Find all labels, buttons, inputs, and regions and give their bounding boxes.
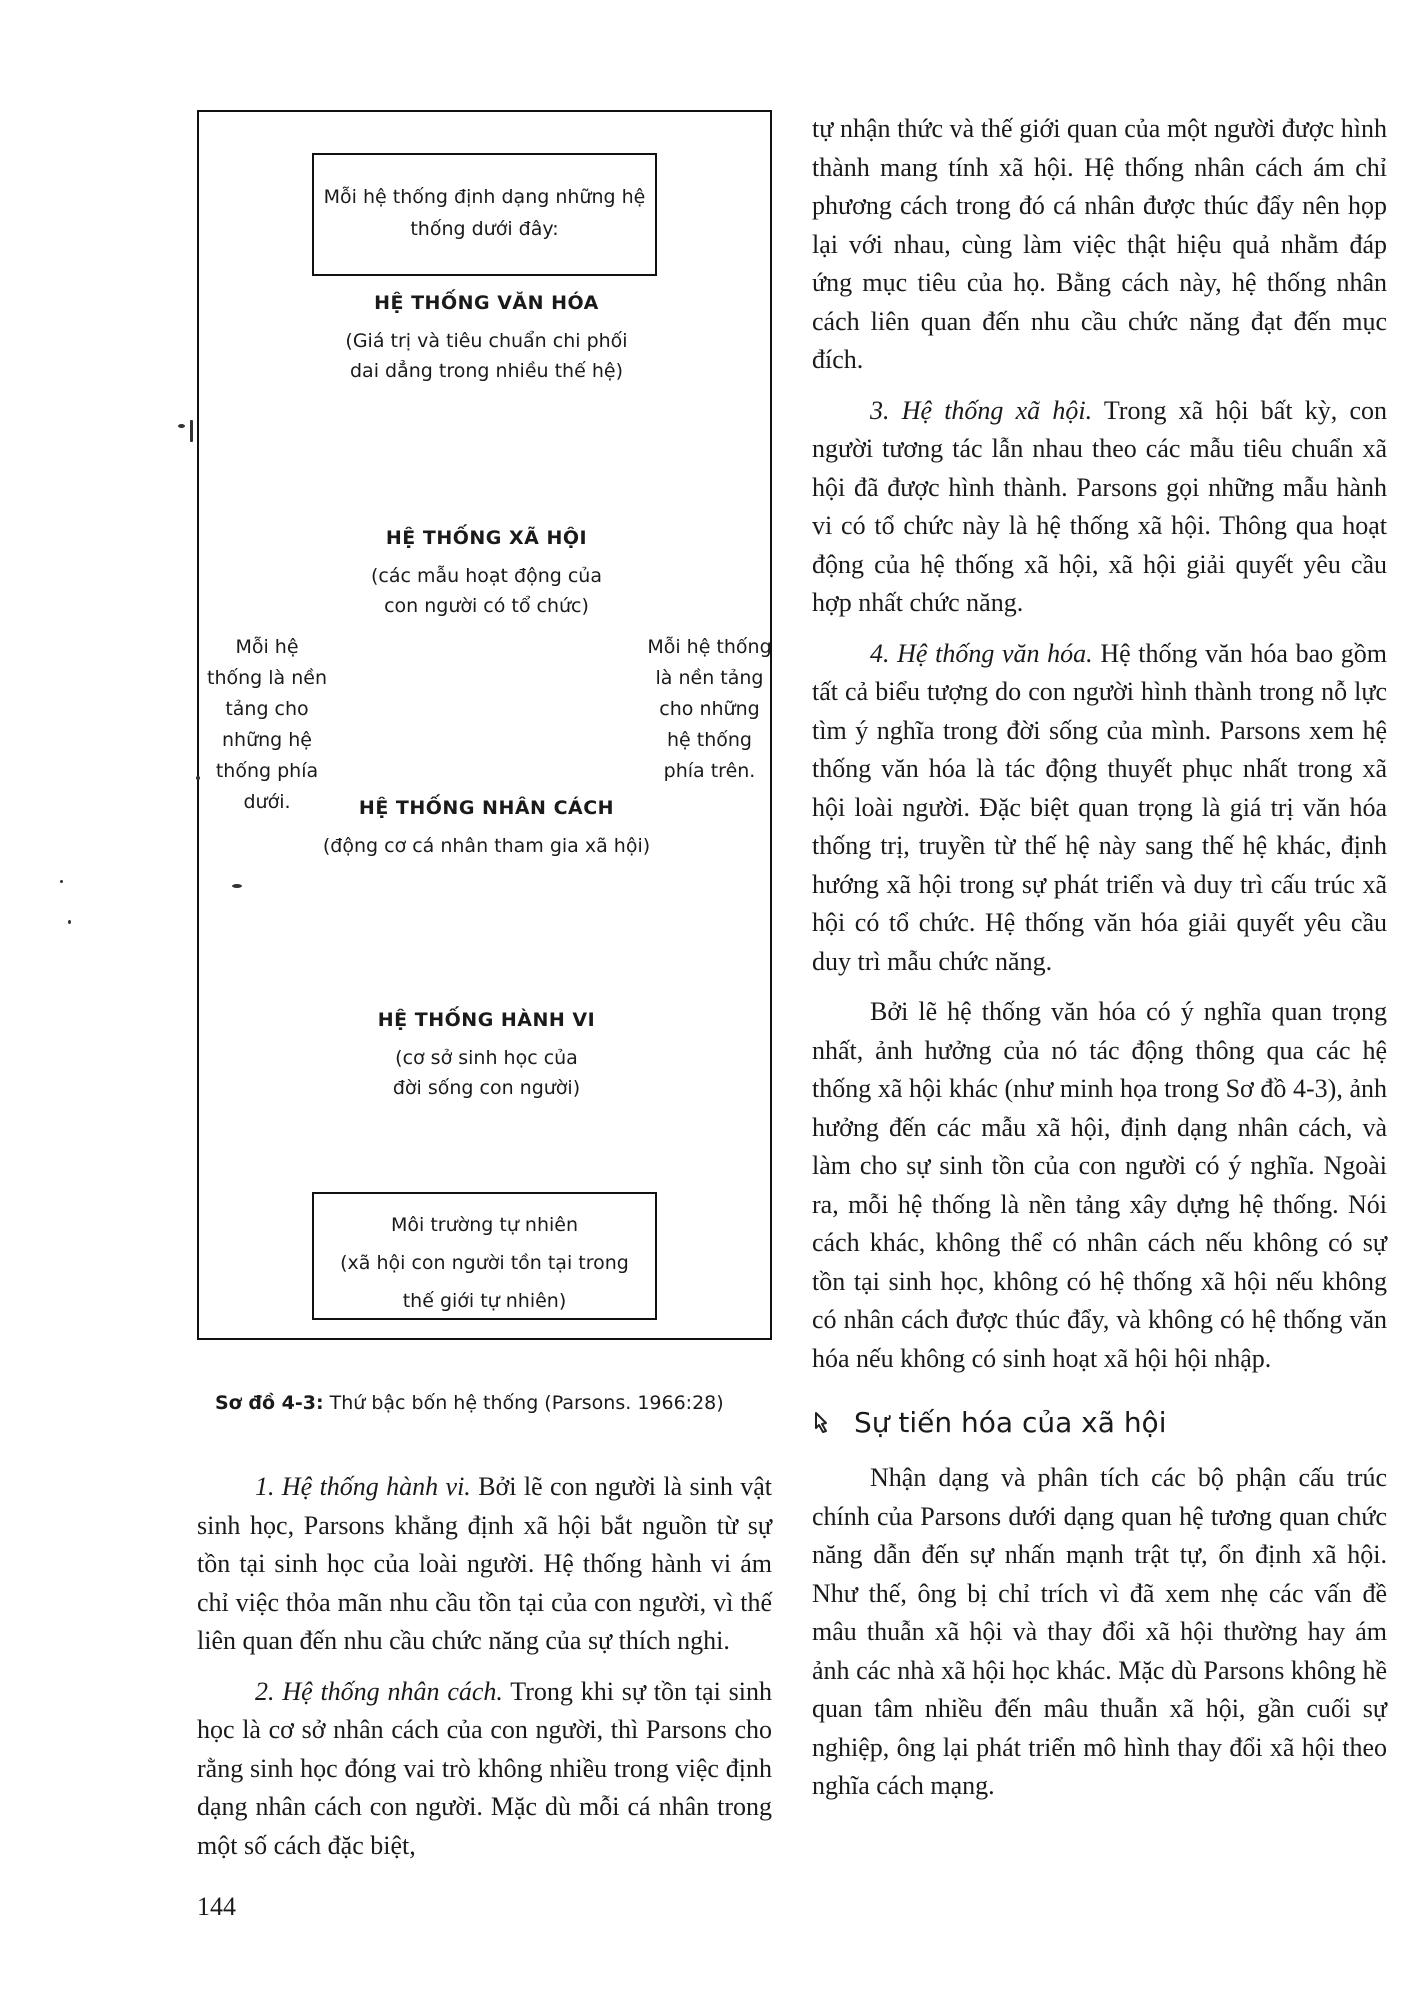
paragraph-text: Trong khi sự tồn tại sinh học là cơ sở nhân cách của con người, thì Parsons cho rằng sinh học đóng vai trò không nhiều trong việc định dạng nhân cách con người. Mặc dù mỗi cá nhân trong một số cách đặc biệt, bbox=[197, 1676, 772, 1860]
system-culture-name: HỆ THỐNG VĂN HÓA bbox=[374, 292, 599, 314]
paragraph-behavior bbox=[197, 1468, 772, 1661]
system-social-desc: (các mẫu hoạt động của con người có tổ chức) bbox=[371, 565, 602, 617]
diagram-top-box bbox=[312, 153, 657, 276]
left-column bbox=[197, 1468, 772, 1877]
section-heading bbox=[812, 1406, 1387, 1439]
diagram-four-systems bbox=[197, 110, 772, 1340]
scan-speck bbox=[178, 424, 185, 428]
paragraph-text: Trong xã hội bất kỳ, con người tương tác lẫn nhau theo các mẫu tiêu chuẩn xã hội đã được hình thành. Parsons gọi những mẫu hành vi có tổ chức này là hệ thống xã hội. Thông qua hoạt động của hệ thống xã hội, xã hội giải quyết yêu cầu hợp nhất chức năng. bbox=[812, 395, 1387, 617]
system-personality-name: HỆ THỐNG NHÂN CÁCH bbox=[358, 797, 615, 819]
system-social bbox=[239, 527, 734, 621]
system-social-name: HỆ THỐNG XÃ HỘI bbox=[385, 527, 588, 549]
system-behavior bbox=[239, 1009, 734, 1103]
diagram-bottom-box bbox=[312, 1192, 657, 1320]
paragraph-evolution: Nhận dạng và phân tích các bộ phận cấu trúc chính của Parsons dưới dạng quan hệ tương quan chức năng dẫn đến sự nhấn mạnh trật tự, ổn định xã hội. Như thế, ông bị chỉ trích vì đã xem nhẹ các vấn đề mâu thuẫn xã hội và thay đổi xã hội thường hay ám ảnh các nhà xã hội học khác. Mặc dù Parsons không hề quan tâm nhiều đến mâu thuẫn xã hội, gần cuối sự nghiệp, ông lại phát triển mô hình thay đổi xã hội theo nghĩa cách mạng. bbox=[812, 1463, 1387, 1800]
right-side-note: Mỗi hệ thống là nền tảng cho những hệ thống phía trên. bbox=[647, 636, 772, 782]
page-number: 144 bbox=[197, 1892, 236, 1921]
paragraph-social bbox=[812, 392, 1387, 623]
paragraph-continued: tự nhận thức và thế giới quan của một người được hình thành mang tính xã hội. Hệ thống nhân cách ám chỉ phương cách trong đó cá nhân được thúc đẩy nên họp lại với nhau, cùng làm việc thật hiệu quả nhằm đáp ứng mục tiêu của họ. Bằng cách này, hệ thống nhân cách liên quan đến nhu cầu chức năng đạt đến mục đích. bbox=[812, 114, 1387, 374]
paragraph-label: 3. Hệ thống xã hội. bbox=[870, 395, 1093, 425]
paragraph-label: 1. Hệ thống hành vi. bbox=[255, 1472, 471, 1501]
right-column bbox=[812, 110, 1387, 1818]
system-behavior-name: HỆ THỐNG HÀNH VI bbox=[377, 1009, 596, 1031]
hand-pointer-icon bbox=[812, 1410, 838, 1436]
paragraph-text: Hệ thống văn hóa bao gồm tất cả biểu tượng do con người hình thành trong nỗ lực tìm ý nghĩa trong đời sống của mình. Parsons xem hệ thống văn hóa là tác động thuyết phục nhất trong xã hội loài người. Đặc biệt quan trọng là giá trị văn hóa thống trị, truyền từ thế hệ này sang thế hệ khác, định hướng xã hội trong sự phát triển và duy trì cấu trúc xã hội có tổ chức. Hệ thống văn hóa giải quyết yêu cầu duy trì mẫu chức năng. bbox=[812, 638, 1387, 976]
scan-speck bbox=[190, 420, 193, 442]
bottom-box-desc: (xã hội con người tồn tại trong thế giới tự nhiên) bbox=[340, 1252, 629, 1312]
paragraph-text: Bởi lẽ con người là sinh vật sinh học, Parsons khẳng định xã hội bắt nguồn từ sự tồn tại sinh học của loài người. Hệ thống hành vi ám chỉ việc thỏa mãn nhu cầu tồn tại của con người, vì thế liên quan đến nhu cầu chức năng của sự thích nghi. bbox=[197, 1472, 772, 1655]
paragraph-importance: Bởi lẽ hệ thống văn hóa có ý nghĩa quan trọng nhất, ảnh hưởng của nó tác động thông qua các hệ thống xã hội khác (như minh họa trong Sơ đồ 4-3), ảnh hưởng đến các mẫu xã hội, định dạng nhân cách, và làm cho sự sinh tồn của con người có ý nghĩa. Ngoài ra, mỗi hệ thống là nền tảng xây dựng hệ thống. Nói cách khác, không thể có nhân cách nếu không có sự tồn tại sinh học, không có hệ thống xã hội nếu không có nhân cách được thúc đẩy, và không có hệ thống văn hóa nếu không có sinh hoạt xã hội hội nhập. bbox=[812, 997, 1387, 1373]
caption-text: Thứ bậc bốn hệ thống (Parsons. 1966:28) bbox=[329, 1392, 724, 1414]
system-culture-desc: (Giá trị và tiêu chuẩn chi phối dai dẳng trong nhiều thế hệ) bbox=[345, 330, 628, 382]
figure-caption bbox=[215, 1392, 724, 1414]
left-side-note: Mỗi hệ thống là nền tảng cho những hệ thống phía dưới. bbox=[207, 636, 327, 813]
paragraph-label: 2. Hệ thống nhân cách. bbox=[255, 1676, 503, 1706]
scan-speck bbox=[68, 920, 71, 924]
paragraph-personality bbox=[197, 1673, 772, 1866]
top-box-text: Mỗi hệ thống định dạng những hệ thống dưới đây: bbox=[323, 186, 646, 240]
section-heading-text: Sự tiến hóa của xã hội bbox=[854, 1406, 1167, 1439]
scan-speck bbox=[232, 884, 242, 888]
system-behavior-desc: (cơ sở sinh học của đời sống con người) bbox=[392, 1047, 581, 1099]
bottom-box-title: Môi trường tự nhiên bbox=[390, 1214, 579, 1236]
system-personality-desc: (động cơ cá nhân tham gia xã hội) bbox=[322, 835, 651, 857]
caption-label: Sơ đồ 4-3: bbox=[215, 1392, 324, 1414]
scan-speck bbox=[60, 880, 63, 883]
system-culture bbox=[239, 292, 734, 386]
scan-speck bbox=[196, 776, 200, 780]
paragraph-label: 4. Hệ thống văn hóa. bbox=[870, 638, 1093, 668]
paragraph-culture bbox=[812, 635, 1387, 982]
